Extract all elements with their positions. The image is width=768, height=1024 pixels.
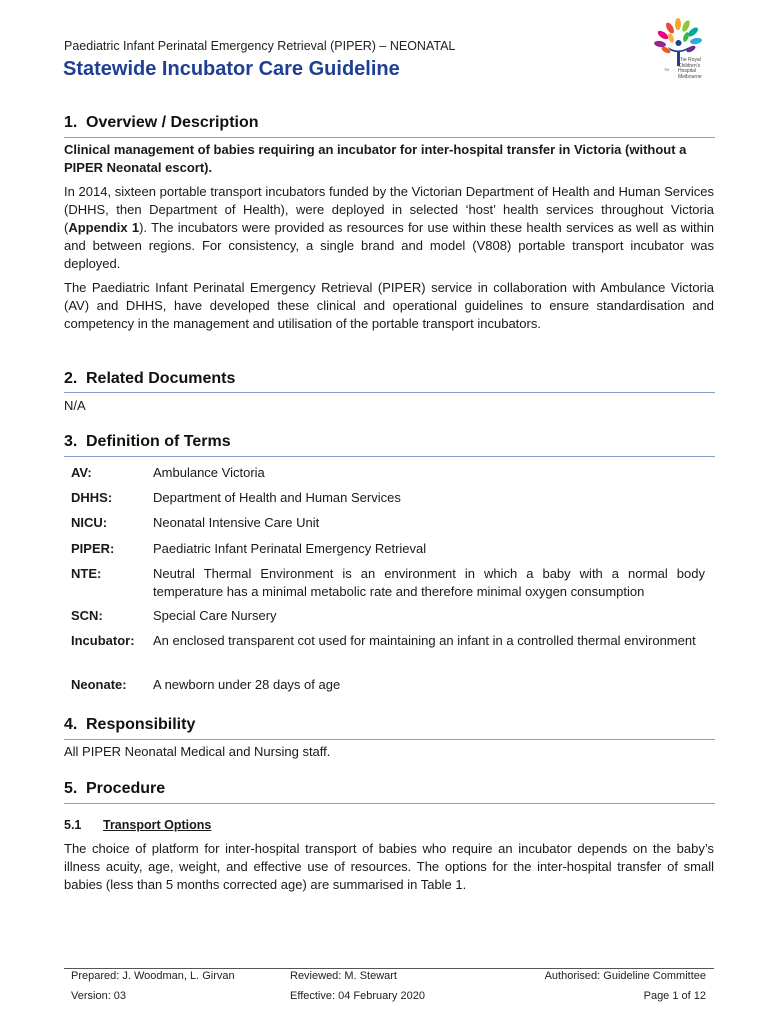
section-5-rule — [64, 803, 715, 804]
section-2-rule — [64, 392, 715, 393]
term-label: NICU: — [71, 515, 108, 530]
appendix-1-reference: Appendix 1 — [68, 220, 140, 235]
logo-trademark: TM — [664, 68, 670, 72]
section-5-title: Procedure — [86, 780, 166, 797]
term-definition: A newborn under 28 days of age — [153, 677, 341, 692]
section-1-rule — [64, 137, 715, 138]
overview-lead: Clinical management of babies requiring an incubator for inter-hospital transfer in Victoria (without a PIPER Neonatal escort). — [64, 142, 687, 175]
related-documents-text: N/A — [64, 398, 86, 413]
overview-paragraph-2: The Paediatric Infant Perinatal Emergency Retrieval (PIPER) service in collaboration with Ambulance Victoria (AV) and DHHS, have developed these clinical and operational guidelines to ensure standardisation and competency in the management and utilisation of the portable transport incubators. — [64, 280, 714, 331]
section-5-number: 5. — [64, 780, 78, 797]
section-1-title: Overview / Description — [86, 114, 259, 131]
term-definition: Neutral Thermal Environment is an environment in which a baby with a normal body temperature has a minimal metabolic rate and therefore minimal oxygen consumption — [153, 566, 705, 599]
section-3-title: Definition of Terms — [86, 433, 231, 450]
section-2-heading — [64, 370, 235, 388]
term-definition: Special Care Nursery — [153, 608, 277, 623]
logo-tree-leaves — [654, 18, 703, 55]
responsibility-text: All PIPER Neonatal Medical and Nursing staff. — [64, 744, 331, 759]
footer-authorised: Authorised: Guideline Committee — [544, 970, 706, 982]
term-label: Neonate: — [71, 677, 127, 692]
section-2-title: Related Documents — [86, 370, 236, 387]
term-definition: Ambulance Victoria — [153, 465, 265, 480]
term-definition: Neonatal Intensive Care Unit — [153, 515, 320, 530]
header-program-name: Paediatric Infant Perinatal Emergency Retrieval (PIPER) – NEONATAL — [64, 39, 456, 53]
subsection-5-1-title: Transport Options — [103, 818, 212, 832]
term-label: Incubator: — [71, 633, 135, 648]
term-label: SCN: — [71, 608, 103, 623]
term-label: NTE: — [71, 566, 102, 581]
section-4-number: 4. — [64, 716, 78, 733]
section-3-heading — [64, 433, 231, 451]
subsection-5-1-heading — [64, 818, 211, 832]
section-4-title: Responsibility — [86, 716, 196, 733]
section-1-number: 1. — [64, 114, 78, 131]
section-3-rule — [64, 456, 715, 457]
footer-prepared: Prepared: J. Woodman, L. Girvan — [71, 970, 235, 982]
subsection-5-1-number: 5.1 — [64, 818, 82, 832]
overview-p1-end: ). The incubators were provided as resources for use within these health services as well as within and between regions. For consistency, a single brand and model (V808) portable transport incubator was deployed. — [64, 220, 714, 271]
footer-reviewed: Reviewed: M. Stewart — [290, 970, 397, 982]
term-label: PIPER: — [71, 541, 115, 556]
section-4-rule — [64, 739, 715, 740]
transport-options-text: The choice of platform for inter-hospital transport of babies who require an incubator depends on the baby’s illness acuity, age, weight, and effective use of resources. The options for the inter-hospital transfer of small babies (less than 5 months corrected age) are summarised in Table 1. — [64, 841, 714, 892]
term-definition: Department of Health and Human Services — [153, 490, 401, 505]
footer-version: Version: 03 — [71, 990, 127, 1002]
overview-p1-start: In 2014, sixteen portable transport incubators funded by the Victorian Department of Health and Human Services (DHHS, then Department of Health), were deployed in selected ‘host’ health services throughout Victoria ( — [64, 184, 714, 235]
section-2-number: 2. — [64, 370, 78, 387]
term-definition: An enclosed transparent cot used for maintaining an infant in a controlled thermal environment — [153, 633, 696, 648]
footer-effective: Effective: 04 February 2020 — [290, 990, 425, 1002]
footer-page-number: Page 1 of 12 — [643, 990, 706, 1002]
section-1-heading — [64, 114, 259, 132]
overview-paragraph-1 — [64, 183, 714, 273]
term-definition: Paediatric Infant Perinatal Emergency Retrieval — [153, 541, 427, 556]
footer-rule — [64, 968, 714, 969]
document-title: Statewide Incubator Care Guideline — [63, 58, 400, 80]
section-4-heading — [64, 716, 195, 734]
term-label: DHHS: — [71, 490, 113, 505]
logo-text: The Royal Children's Hospital Melbourne — [678, 57, 702, 80]
section-3-number: 3. — [64, 433, 78, 450]
term-label: AV: — [71, 465, 92, 480]
section-5-heading — [64, 780, 165, 798]
